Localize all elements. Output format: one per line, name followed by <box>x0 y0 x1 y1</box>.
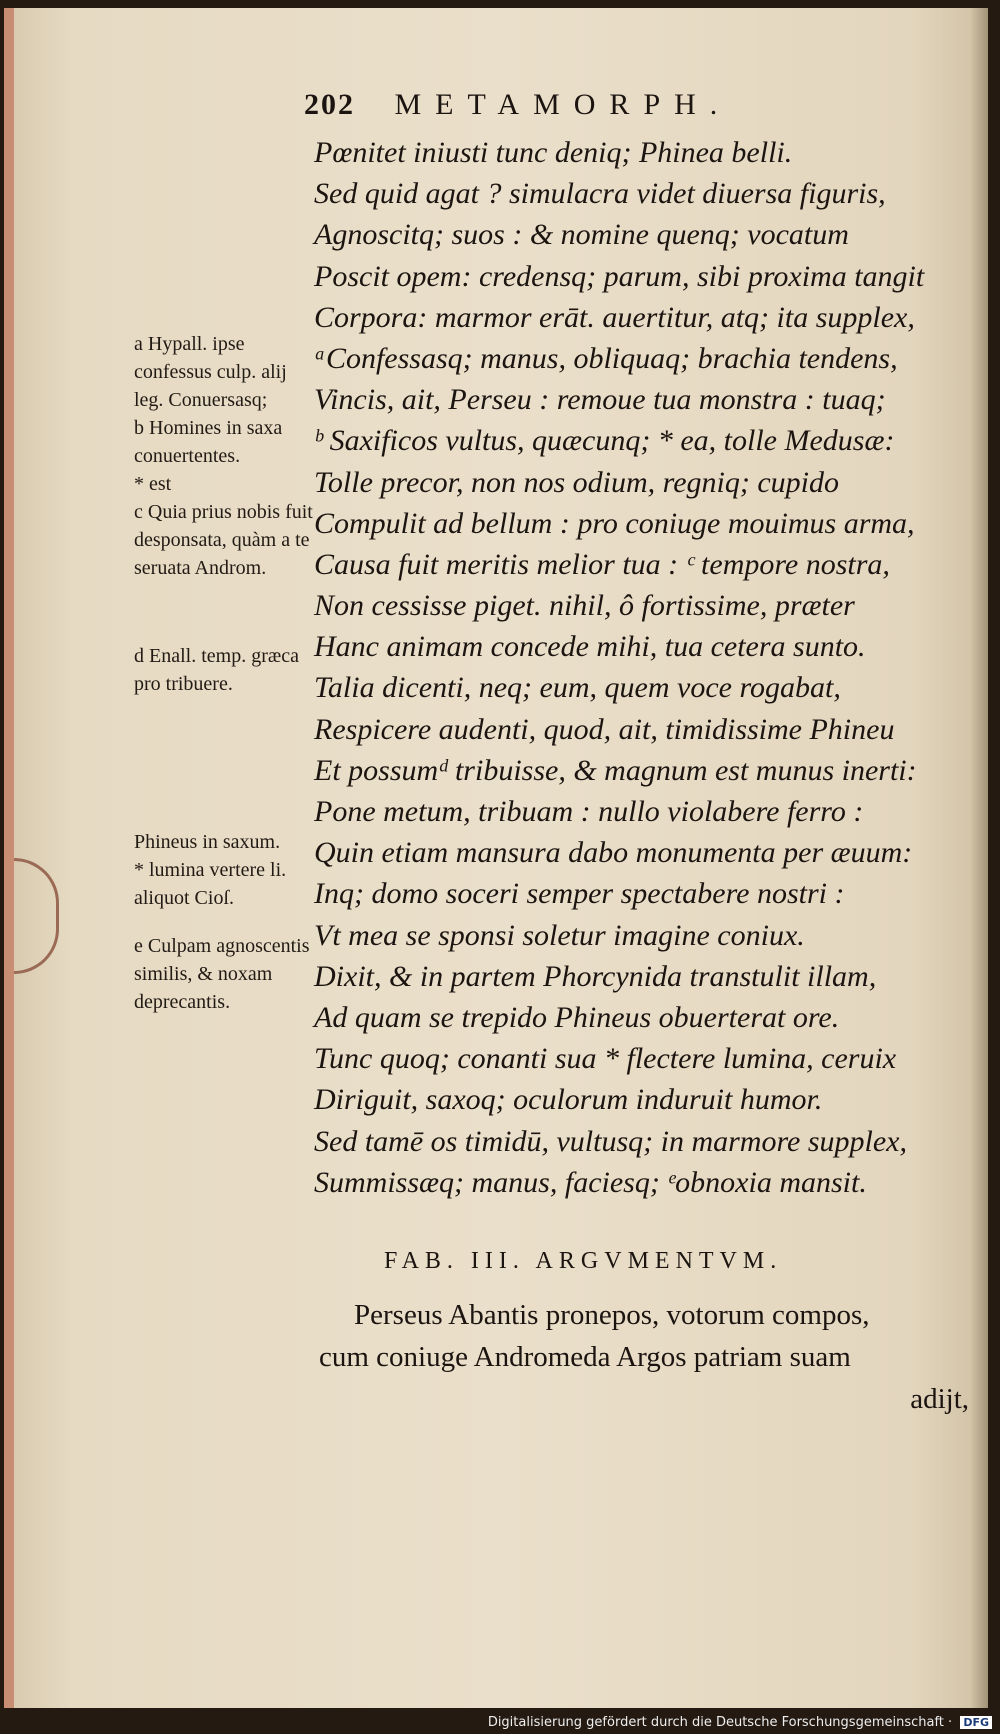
prose-line: Perseus Abantis pronepos, votorum compos, <box>354 1299 870 1331</box>
marginal-note: Phineus in saxum. <box>134 831 281 853</box>
verse-line: Talia dicenti, neq; eum, quem voce rogabat, <box>314 671 841 705</box>
verse-line: Tolle precor, non nos odium, regniq; cupido <box>314 465 839 499</box>
book-page <box>4 8 988 1708</box>
running-title: METAMORPH. <box>394 88 732 121</box>
footer-text: Digitalisierung gefördert durch die Deutsche Forschungsgemeinschaft · <box>487 1715 953 1730</box>
digitization-footer <box>488 1715 992 1730</box>
dfg-logo: DFG <box>960 1716 992 1729</box>
verse-line: Sed quid agat ? simulacra videt diuersa figuris, <box>314 177 886 211</box>
marginal-notes <box>134 330 314 1016</box>
verse-line: Compulit ad bellum : pro coniuge mouimus arma, <box>314 506 915 540</box>
verse-line: Pœnitet iniusti tunc deniq; Phinea belli. <box>314 136 793 169</box>
verse-line: Summissæq; manus, faciesq; ᵉobnoxia mansit. <box>314 1165 867 1199</box>
verse-line: Diriguit, saxoq; oculorum induruit humor. <box>314 1083 823 1117</box>
verse-line: Vincis, ait, Perseu : remoue tua monstra : tuaq; <box>314 383 886 417</box>
verse-line: ᵇ Saxificos vultus, quæcunq; * ea, tolle Medusæ: <box>314 424 895 458</box>
marginal-note: a Hypall. ipse confessus culp. alij leg. Conuersasq; <box>134 333 287 411</box>
fable-heading: FAB. III. ARGVMENTVM. <box>384 1248 783 1274</box>
verse-line: Non cessisse piget. nihil, ô fortissime, præter <box>314 589 855 623</box>
verse-line: Ad quam se trepido Phineus obuerterat ore. <box>314 1000 840 1034</box>
prose-line: cum coniuge Andromeda Argos patriam suam <box>319 1341 851 1373</box>
verse-line: Corpora: marmor erāt. auertitur, atq; ita supplex, <box>314 300 915 334</box>
verse-line: Et possumᵈ tribuisse, & magnum est munus inerti: <box>314 753 917 787</box>
binding-clasp <box>14 858 59 974</box>
verse-line: Sed tamē os timidū, vultusq; in marmore supplex, <box>314 1124 907 1158</box>
marginal-note: d Enall. temp. græca pro tribuere. <box>134 645 299 695</box>
page-number: 202 <box>304 88 355 121</box>
verse-line: Causa fuit meritis melior tua : ᶜ tempore nostra, <box>314 547 890 581</box>
verse-line: Agnoscitq; suos : & nomine quenq; vocatum <box>314 218 849 252</box>
page-header <box>304 88 964 128</box>
verse-block <box>314 132 974 1203</box>
verse-line: Hanc animam concede mihi, tua cetera sunto. <box>314 630 866 664</box>
verse-line: Pone metum, tribuam : nullo violabere ferro : <box>314 795 864 828</box>
marginal-note: c Quia prius nobis fuit desponsata, quàm a te seruata Androm. <box>134 501 313 579</box>
marginal-note: e Culpam agnoscentis similis, & noxam deprecantis. <box>134 935 310 1013</box>
verse-line: Dixit, & in partem Phorcynida transtulit illam, <box>314 959 877 993</box>
marginal-note: * lumina vertere li. aliquot Cioſ. <box>134 859 287 909</box>
marginal-note: * est <box>134 473 172 495</box>
verse-line: Poscit opem: credensq; parum, sibi proxima tangit <box>314 259 925 293</box>
verse-line: Respicere audenti, quod, ait, timidissime Phineu <box>314 712 895 746</box>
argument-prose <box>319 1294 979 1420</box>
marginal-note: b Homines in saxa conuertentes. <box>134 417 283 467</box>
verse-line: ᵃConfessasq; manus, obliquaq; brachia tendens, <box>314 341 898 375</box>
verse-line: Quin etiam mansura dabo monumenta per æuum: <box>314 836 913 870</box>
verse-line: Vt mea se sponsi soletur imagine coniux. <box>314 918 805 952</box>
prose-line: adijt, <box>910 1383 969 1415</box>
verse-line: Tunc quoq; conanti sua * flectere lumina, ceruix <box>314 1042 897 1076</box>
verse-line: Inq; domo soceri semper spectabere nostri : <box>314 877 845 911</box>
